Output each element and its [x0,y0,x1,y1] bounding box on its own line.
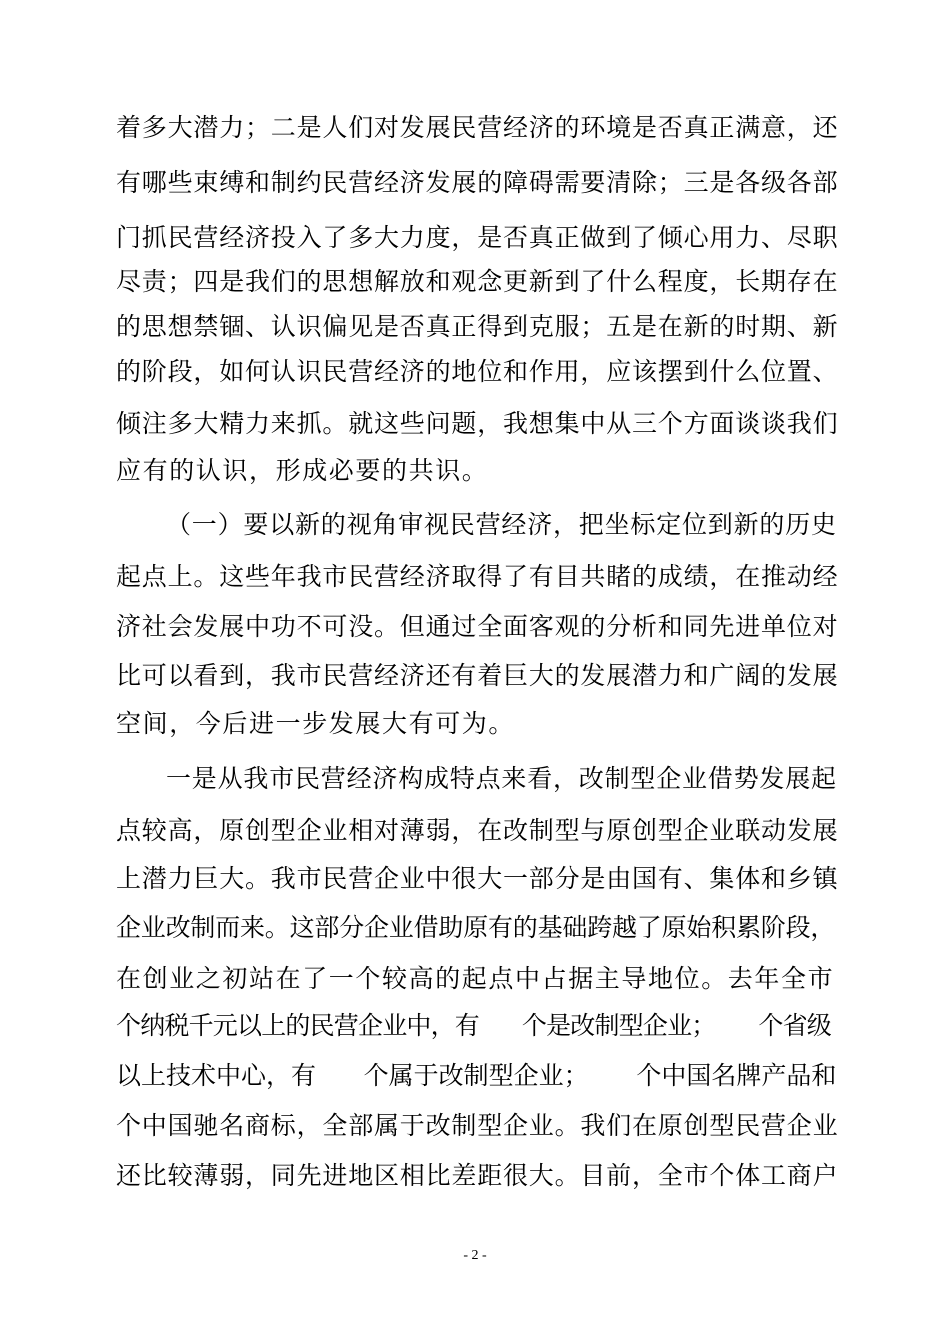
text-line: 门抓民营经济投入了多大力度，是否真正做到了倾心用力、尽职 [116,223,839,252]
text-line: 有哪些束缚和制约民营经济发展的障碍需要清除；三是各级各部 [116,168,839,197]
page-number: - 2 - [463,1248,487,1263]
text-line: 点较高，原创型企业相对薄弱，在改制型与原创型企业联动发展 [116,816,839,845]
text-line: 空间，今后进一步发展大有可为。 [116,709,516,738]
text-line: 上潜力巨大。我市民营企业中很大一部分是由国有、集体和乡镇 [116,864,839,893]
text-line: 尽责；四是我们的思想解放和观念更新到了什么程度，长期存在 [116,267,839,296]
text-line: 在创业之初站在了一个较高的起点中占据主导地位。去年全市 [116,964,835,993]
text-line: 个纳税千元以上的民营企业中，有 个是改制型企业； 个省级 [116,1011,831,1040]
paragraph-start-line: 一是从我市民营经济构成特点来看，改制型企业借势发展起 [166,764,837,793]
text-line: 倾注多大精力来抓。就这些问题，我想集中从三个方面谈谈我们 [116,409,839,438]
text-line: 的思想禁锢、认识偏见是否真正得到克服；五是在新的时期、新 [116,312,839,341]
text-line: 企业改制而来。这部分企业借助原有的基础跨越了原始积累阶段， [116,913,836,942]
text-line: 以上技术中心，有 个属于改制型企业； 个中国名牌产品和 [116,1061,837,1090]
text-line: 应有的认识，形成必要的共识。 [116,456,489,485]
text-line: 还比较薄弱，同先进地区相比差距很大。目前，全市个体工商户 [116,1161,839,1190]
text-line: 个中国驰名商标，全部属于改制型企业。我们在原创型民营企业 [116,1111,839,1140]
text-line: 着多大潜力；二是人们对发展民营经济的环境是否真正满意，还 [116,113,839,142]
text-line: 比可以看到，我市民营经济还有着巨大的发展潜力和广阔的发展 [116,661,839,690]
text-line: 济社会发展中功不可没。但通过全面客观的分析和同先进单位对 [116,612,839,641]
text-line: 的阶段，如何认识民营经济的地位和作用，应该摆到什么位置、 [116,357,839,386]
text-line: 起点上。这些年我市民营经济取得了有目共睹的成绩，在推动经 [116,562,839,591]
section-heading-line: （一）要以新的视角审视民营经济，把坐标定位到新的历史 [166,510,837,539]
